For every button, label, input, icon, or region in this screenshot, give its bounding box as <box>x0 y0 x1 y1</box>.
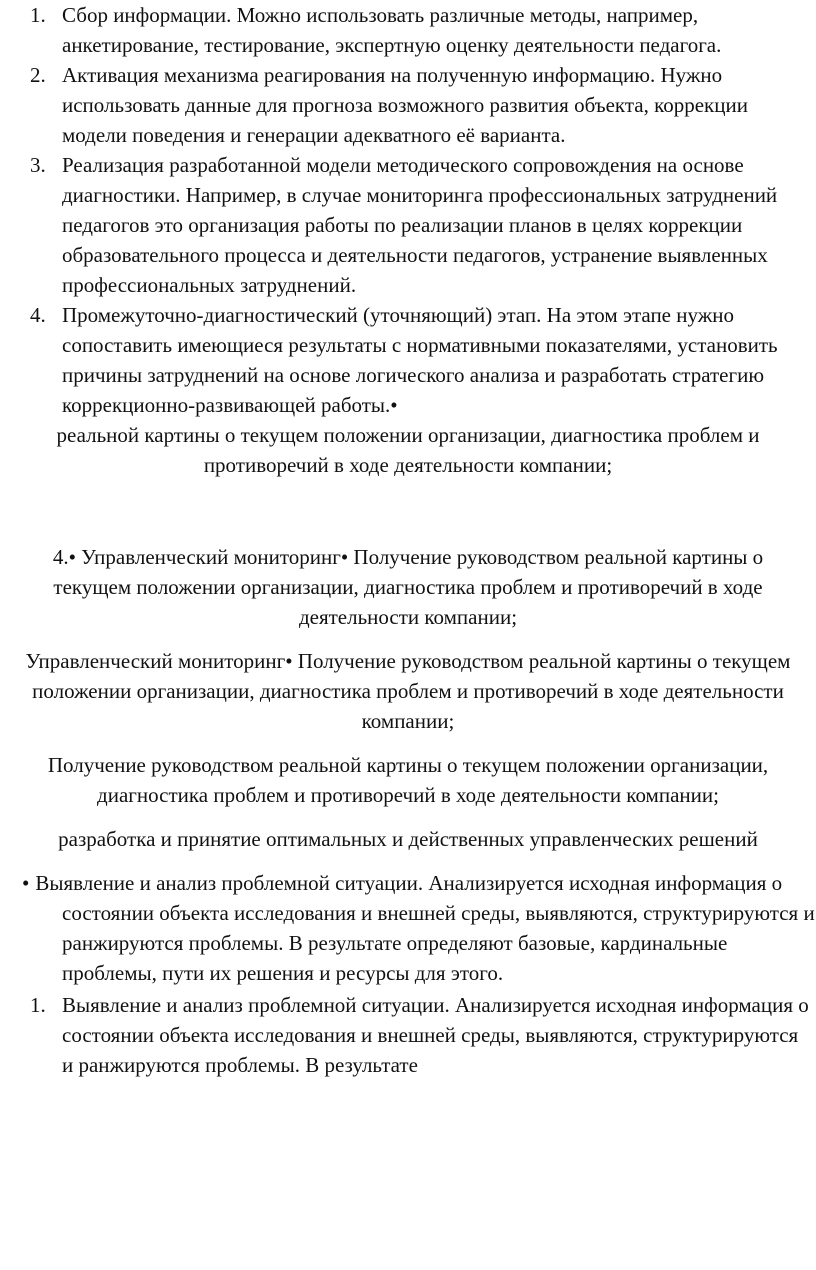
list-item <box>0 990 816 1080</box>
paragraph-management-monitoring-numbered: 4.• Управленческий мониторинг• Получение руководством реальной картины о текущем положении организации, диагностика проблем и противоречий в ходе деятельности компании; <box>52 545 764 629</box>
list-number: 4. <box>30 303 46 327</box>
list-item <box>0 0 816 60</box>
spacer <box>0 480 816 524</box>
list-number: 2. <box>30 63 46 87</box>
list-item <box>0 150 816 300</box>
numbered-list-analysis <box>0 990 816 1080</box>
list-item <box>0 300 816 420</box>
paragraph-decisions: разработка и принятие оптимальных и действенных управленческих решений <box>58 827 758 851</box>
paragraph-fragment: реальной картины о текущем положении организации, диагностика проблем и противоречий в ходе деятельности компании; <box>56 423 760 477</box>
list-number: 1. <box>30 3 46 27</box>
list-text: Выявление и анализ проблемной ситуации. Анализируется исходная информация о состоянии объекта исследования и внешней среды, выявляются, структурируются и ранжируются проблемы. В результате <box>62 993 809 1077</box>
list-text: Активация механизма реагирования на полученную информацию. Нужно использовать данные для прогноза возможного развития объекта, коррекции модели поведения и генерации адекватного её варианта. <box>62 63 748 147</box>
list-number: 1. <box>30 993 46 1017</box>
bullet-text: Выявление и анализ проблемной ситуации. Анализируется исходная информация о состоянии объекта исследования и внешней среды, выявляются, структурируются и ранжируются проблемы. В результате определяют базовые, кардинальные проблемы, пути их решения и ресурсы для этого. <box>35 871 815 985</box>
bullet-icon: • <box>22 871 30 895</box>
numbered-list-stages <box>0 0 816 420</box>
paragraph-management-monitoring: Управленческий мониторинг• Получение руководством реальной картины о текущем положении организации, диагностика проблем и противоречий в ходе деятельности компании; <box>25 649 791 733</box>
list-text: Реализация разработанной модели методического сопровождения на основе диагностики. Например, в случае мониторинга профессиональных затруднений педагогов это организация работы по реализации планов в целях коррекции образовательного процесса и деятельности педагогов, устранение выявленных профессиональных затруднений. <box>62 153 778 297</box>
bullet-paragraph <box>0 868 816 988</box>
paragraph-reality-picture: Получение руководством реальной картины о текущем положении организации, диагностика проблем и противоречий в ходе деятельности компании; <box>47 753 769 807</box>
list-item <box>0 60 816 150</box>
list-text: Сбор информации. Можно использовать различные методы, например, анкетирование, тестирование, экспертную оценку деятельности педагога. <box>62 3 722 57</box>
list-text: Промежуточно-диагностический (уточняющий) этап. На этом этапе нужно сопоставить имеющиеся результаты с нормативными показателями, установить причины затруднений на основе логического анализа и разработать стратегию коррекционно-развивающей работы.• <box>62 303 778 417</box>
list-number: 3. <box>30 153 46 177</box>
